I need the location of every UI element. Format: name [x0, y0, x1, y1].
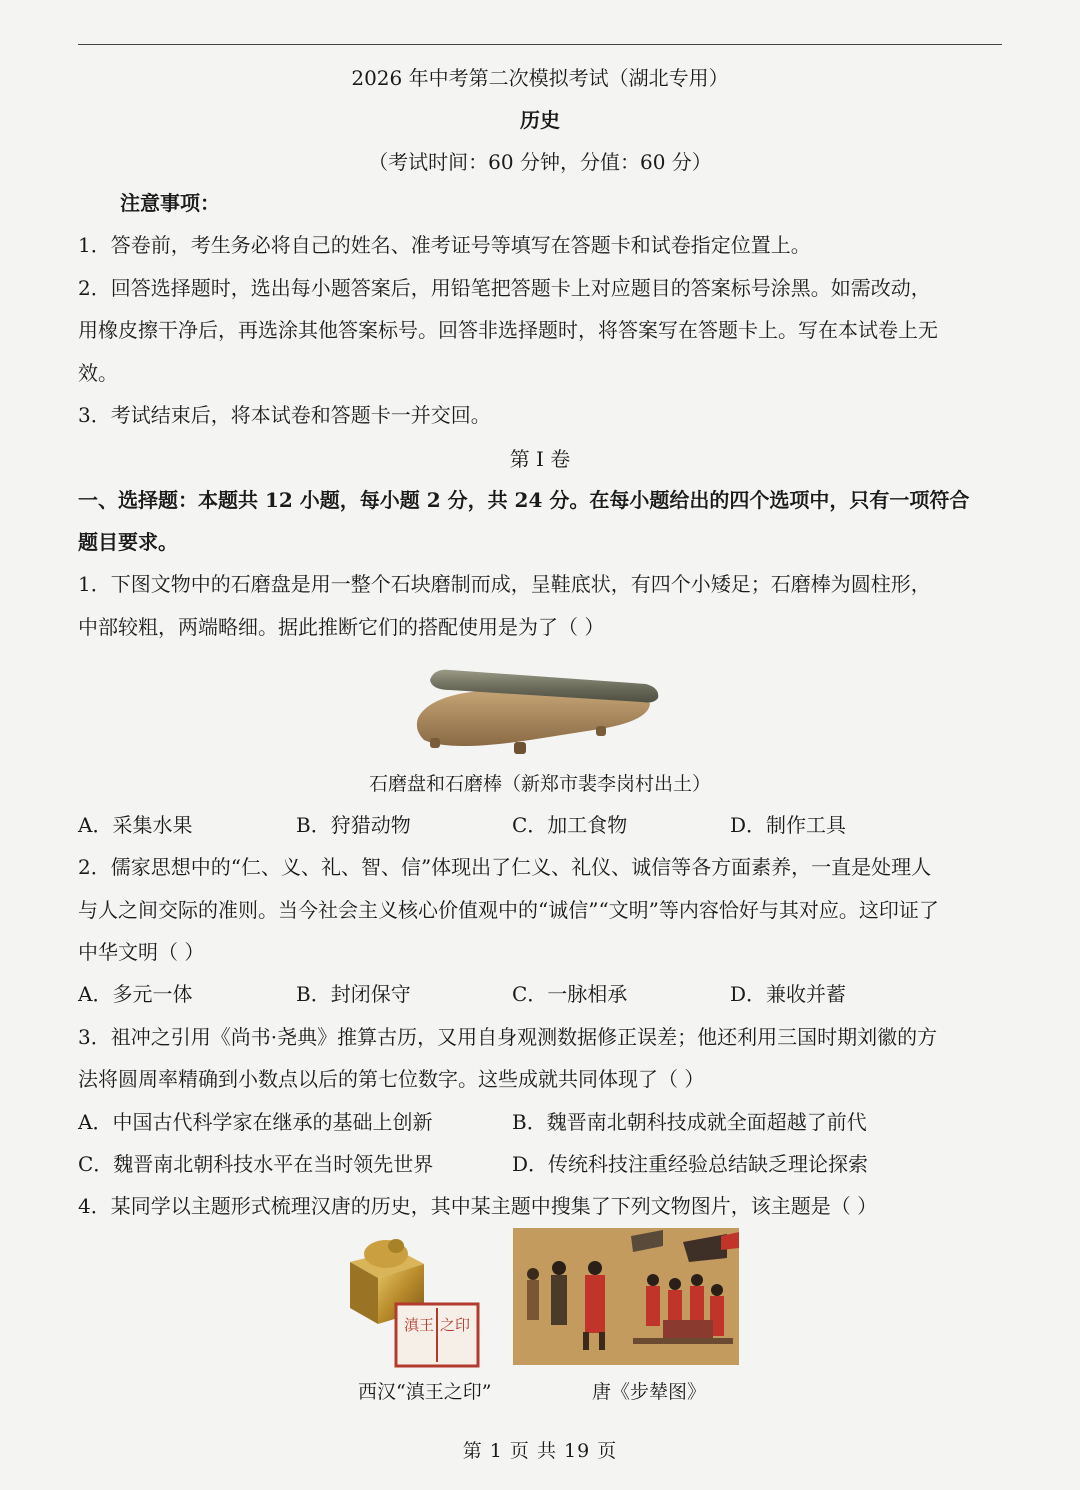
q1-option-a: A．采集水果	[78, 813, 193, 837]
note-item: 1．答卷前，考生务必将自己的姓名、准考证号等填写在答题卡和试卷指定位置上。	[78, 233, 811, 257]
q2-stem: 2．儒家思想中的“仁、义、礼、智、信”体现出了仁义、礼仪、诚信等各方面素养，一直是处理人	[78, 855, 932, 879]
q2-option-b: B．封闭保守	[296, 982, 411, 1006]
section-intro: 一、选择题：本题共 12 小题，每小题 2 分，共 24 分。在每小题给出的四个选项中，只有一项符合	[78, 488, 970, 512]
note-item: 用橡皮擦干净后，再选涂其他答案标号。回答非选择题时，将答案写在答题卡上。写在本试卷上无	[78, 318, 938, 342]
volume-label: 第 I 卷	[509, 447, 571, 471]
bunian-painting-image	[513, 1228, 739, 1365]
q3-option-b: B．魏晋南北朝科技成就全面超越了前代	[512, 1110, 867, 1134]
note-item: 3．考试结束后，将本试卷和答题卡一并交回。	[78, 403, 491, 427]
q3-option-a: A．中国古代科学家在继承的基础上创新	[78, 1110, 433, 1134]
dian-king-seal-image	[340, 1228, 490, 1368]
seal-text-left: 之印	[440, 1316, 471, 1334]
note-item: 效。	[78, 361, 118, 385]
q2-option-a: A．多元一体	[78, 982, 193, 1006]
q1-stem-cont: 中部较粗，两端略细。据此推断它们的搭配使用是为了（ ）	[78, 615, 605, 639]
q4-stem: 4．某同学以主题形式梳理汉唐的历史，其中某主题中搜集了下列文物图片，该主题是（ ）	[78, 1194, 878, 1218]
page-footer: 第 1 页 共 19 页	[462, 1440, 618, 1462]
q1-stem: 1．下图文物中的石磨盘是用一整个石块磨制而成，呈鞋底状，有四个小矮足；石磨棒为圆柱形，	[78, 572, 931, 596]
q3-option-c: C．魏晋南北朝科技水平在当时领先世界	[78, 1152, 434, 1176]
q1-option-d: D．制作工具	[730, 813, 847, 837]
q3-stem-cont: 法将圆周率精确到小数点以后的第七位数字。这些成就共同体现了（ ）	[78, 1067, 705, 1091]
q2-option-d: D．兼收并蓄	[730, 982, 847, 1006]
note-item: 2．回答选择题时，选出每小题答案后，用铅笔把答题卡上对应题目的答案标号涂黑。如需改动，	[78, 276, 931, 300]
grinding-stone-image	[410, 660, 670, 756]
q4-caption-left: 西汉“滇王之印”	[358, 1381, 492, 1403]
header-rule	[78, 44, 1002, 45]
section-intro-cont: 题目要求。	[78, 530, 178, 554]
time-info: （考试时间：60 分钟，分值：60 分）	[368, 150, 712, 174]
q3-option-d: D．传统科技注重经验总结缺乏理论探索	[512, 1152, 869, 1176]
notes-heading: 注意事项：	[120, 191, 220, 215]
q3-stem: 3．祖冲之引用《尚书·尧典》推算古历，又用自身观测数据修正误差；他还利用三国时期刘徽的方	[78, 1025, 938, 1049]
q2-stem-cont: 与人之间交际的准则。当今社会主义核心价值观中的“诚信”“文明”等内容恰好与其对应。这印证了	[78, 898, 939, 922]
seal-text-right: 滇王	[404, 1316, 435, 1334]
q1-option-b: B．狩猎动物	[296, 813, 411, 837]
q1-caption: 石磨盘和石磨棒（新郑市裴李岗村出土）	[368, 773, 711, 795]
exam-title: 2026 年中考第二次模拟考试（湖北专用）	[351, 66, 729, 90]
q2-stem-cont: 中华文明（ ）	[78, 940, 205, 964]
q2-option-c: C．一脉相承	[512, 982, 628, 1006]
q1-option-c: C．加工食物	[512, 813, 628, 837]
q4-caption-right: 唐《步辇图》	[592, 1381, 707, 1403]
subject-title: 历史	[520, 108, 560, 132]
